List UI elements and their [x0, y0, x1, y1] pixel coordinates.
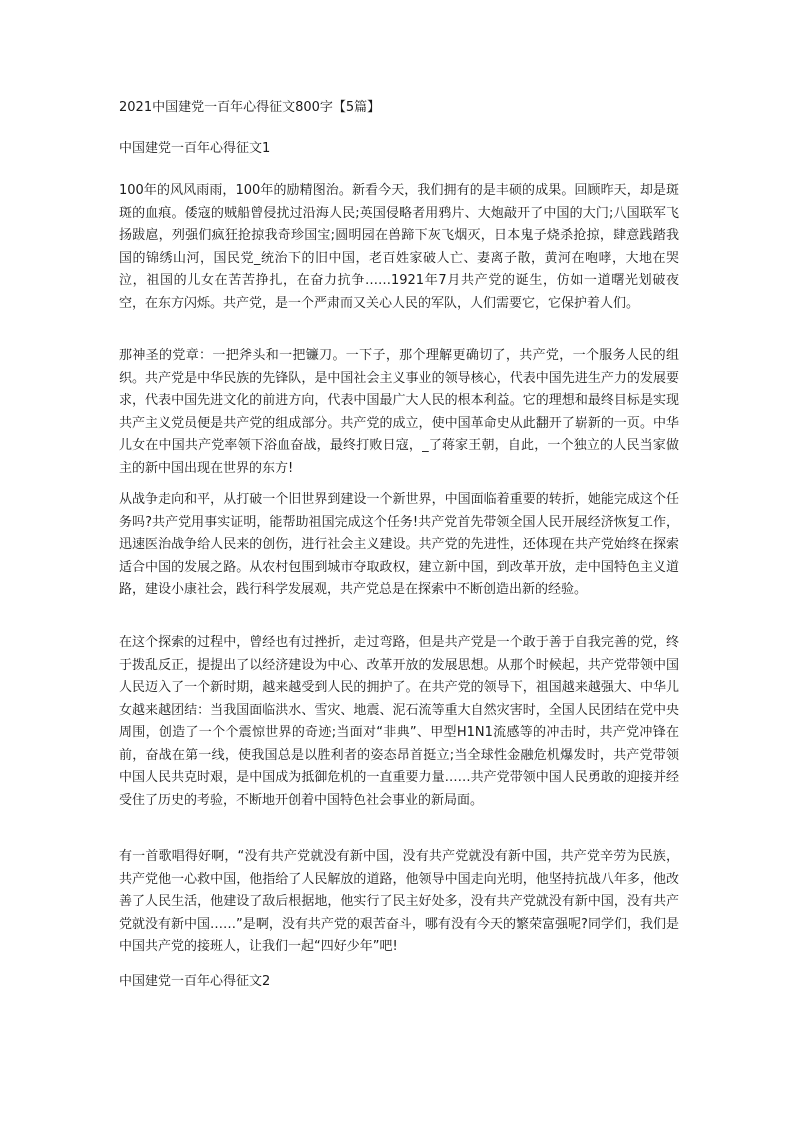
section-heading-1: 中国建党一百年心得征文1	[119, 141, 271, 156]
paragraph-2: 那神圣的党章：一把斧头和一把镰刀。一下子，那个理解更确切了，共产党，一个服务人民的组织。共产党是中华民族的先锋队，是中国社会主义事业的领导核心，代表中国先进生产力的发展要求，代表中国先进文化的前进方向，代表中国最广大人民的根本利益。它的理想和最终目标是实现共产主义党员便是共产党的组成部分。共产党的成立，使中国革命史从此翻开了崭新的一页。中华儿女在中国共产党率领下浴血奋战，最终打败日寇，_了蒋家王朝，自此，一个独立的人民当家做主的新中国出现在世界的东方!	[119, 348, 679, 476]
paragraph-3: 从战争走向和平，从打破一个旧世界到建设一个新世界，中国面临着重要的转折，她能完成这个任务吗?共产党用事实证明，能帮助祖国完成这个任务!共产党首先带领全国人民开展经济恢复工作，迅速医治战争给人民来的创伤，进行社会主义建设。共产党的先进性，还体现在共产党始终在探索适合中国的发展之路。从农村包围到城市夺取政权，建立新中国，到改革开放，走中国特色主义道路，建设小康社会，践行科学发展观，共产党总是在探索中不断创造出新的经验。	[119, 492, 679, 597]
paragraph-5: 有一首歌唱得好啊，“没有共产党就没有新中国，没有共产党就没有新中国，共产党辛劳为民族，共产党他一心救中国，他指给了人民解放的道路，他领导中国走向光明，他坚持抗战八年多，他改善了人民生活，他建设了敌后根据地，他实行了民主好处多，没有共产党就没有新中国，没有共产党就没有新中国……”是啊，没有共产党的艰苦奋斗，哪有没有今天的繁荣富强呢?同学们，我们是中国共产党的接班人，让我们一起“四好少年”吧!	[119, 849, 679, 954]
document-title: 2021中国建党一百年心得征文800字【5篇】	[119, 100, 381, 115]
paragraph-1: 100年的风风雨雨，100年的励精图治。新看今天，我们拥有的是丰硕的成果。回顾昨天，却是斑斑的血痕。倭寇的贼船曾侵扰过沿海人民;英国侵略者用鸦片、大炮敲开了中国的大门;八国联军飞扬跋扈，列强们疯狂抢掠我奇珍国宝;圆明园在兽蹄下灰飞烟灭，日本鬼子烧杀抢掠，肆意践踏我国的锦绣山河，国民党_统治下的旧中国，老百姓家破人亡、妻离子散，黄河在咆哮，大地在哭泣，祖国的儿女在苦苦挣扎，在奋力抗争……1921年7月共产党的诞生，仿如一道曙光划破夜空，在东方闪烁。共产党，是一个严肃而又关心人民的军队，人们需要它，它保护着人们。	[119, 183, 679, 311]
paragraph-4: 在这个探索的过程中，曾经也有过挫折，走过弯路，但是共产党是一个敢于善于自我完善的党，终于拨乱反正，提提出了以经济建设为中心、改革开放的发展思想。从那个时候起，共产党带领中国人民迈入了一个新时期，越来越受到人民的拥护了。在共产党的领导下，祖国越来越强大、中华儿女越来越团结：当我国面临洪水、雪灾、地震、泥石流等重大自然灾害时，全国人民团结在党中央周围，创造了一个个震惊世界的奇迹;当面对“非典”、甲型H1N1流感等的冲击时，共产党冲锋在前，奋战在第一线，使我国总是以胜利者的姿态昂首挺立;当全球性金融危机爆发时，共产党带领中国人民共克时艰，是中国成为抵御危机的一直重要力量……共产党带领中国人民勇敢的迎接并经受住了历史的考验，不断地开创着中国特色社会事业的新局面。	[119, 635, 679, 808]
section-heading-2: 中国建党一百年心得征文2	[119, 974, 271, 989]
